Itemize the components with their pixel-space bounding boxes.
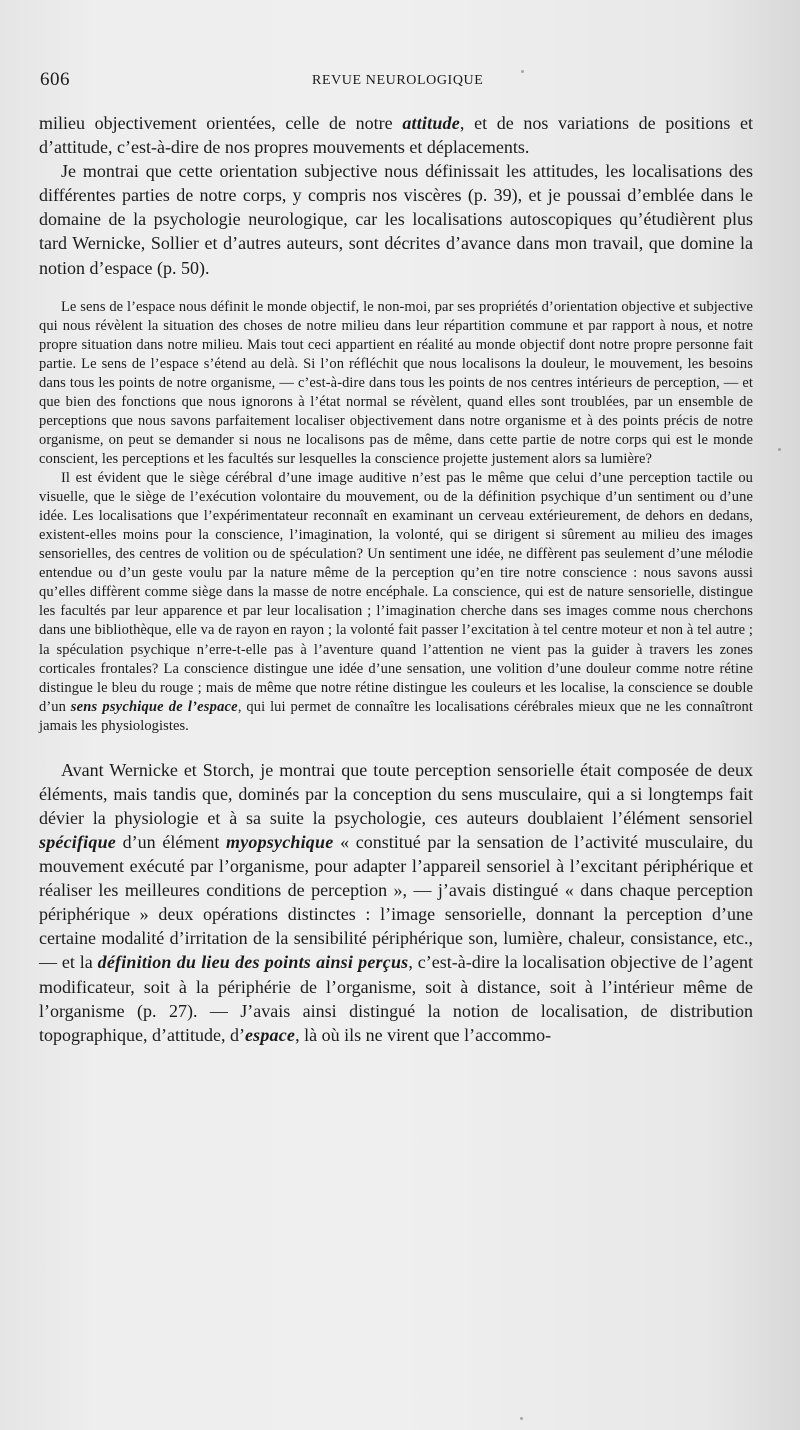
paragraph-1-text-a: milieu objectivement orientées, celle de notre: [39, 113, 403, 133]
page-header: [40, 69, 755, 93]
paragraph-5-text-c: d’un élément: [115, 832, 227, 853]
paragraph-5-text-a: Avant Wernicke et Storch, je montrai que toute perception sensorielle était composée de deux éléments, mais tandis que, dominés par la conception du sens musculaire, qui a si longtemps fait dévier la physiologie et à sa suite la psychologie, ces auteurs doublaient l’élément sensoriel: [39, 759, 753, 828]
paragraph-5: [39, 758, 753, 1047]
italic-term-attitude: attitude: [402, 113, 460, 133]
quoted-paragraph-3: Le sens de l’espace nous définit le monde objectif, le non-moi, par ses propriétés d’orientation objective et subjective qui nous révèlent la situation des choses de notre milieu dans leur répartition commune et par rapport à nous, et notre propre situation dans notre milieu. Mais tout ceci appartient en réalité au monde objectif dont notre propre personne fait partie. Le sens de l’espace s’étend au delà. Si l’on réfléchit que nous localisons la douleur, le mouvement, les besoins dans tous les points de notre organisme, — c’est-à-dire dans tous les points de nos centres intérieurs de perception, — et que bien des fonctions que nous ignorons à l’état normal se révèlent, quand elles sont troublées, par un ensemble de perceptions que nous savons parfaitement localiser objectivement dans notre organisme et à des points précis de notre organisme, on peut se demander si nous ne localisons pas de même, dans cette partie de notre corps qui est le monde conscient, les perceptions et les facultés sur lesquelles la conscience projette justement alors sa lumière?: [39, 298, 753, 468]
running-title: REVUE NEUROLOGIQUE: [312, 73, 484, 88]
paragraph-1-text-c: , et de nos variations de positions et d’attitude, c’est-à-dire de nos propres mouvements et déplacements.: [39, 113, 753, 158]
paragraph-4-text-a: Il est évident que le siège cérébral d’une image auditive n’est pas le même que celui d’une perception tactile ou visuelle, que le siège de l’exécution volontaire du mouvement, ou de la définition psychique d’un sentiment ou d’une idée. Les localisations que l’expérimentateur reconnaît en examinant un cerveau extérieurement, de dehors en dedans, existent-elles moins pour la conscience, l’imagination, la volonté, qui se dirigent si sûrement au milieu des images sensorielles, des centres de volition ou de spéculation? Un sentiment une idée, ne diffèrent pas seulement d’une mélodie entendue ou d’un geste voulu par la nature même de la perception qu’en tire notre conscience : nous savons aussi qu’elles diffèrent comme siège dans la masse de notre encéphale. La conscience, qui est de nature sensorielle, distingue les facultés par leur apparence et par leur localisation ; l’imagination cherche dans ses images comme nous cherchons dans une bibliothèque, elle va de rayon en rayon ; la volonté fait passer l’excitation à tel centre moteur et non à tel autre ; la spéculation psychique n’erre-t-elle pas à l’aventure quand l’attention ne vient pas la guider à travers les zones corticales frontales? La conscience distingue une idée d’une sensation, une volition d’une douleur comme notre rétine distingue le bleu du rouge ; mais de même que notre rétine distingue les couleurs et les localise, la conscience se double d’un: [39, 470, 753, 715]
print-speck: [778, 448, 781, 451]
paragraph-5-text-e: « constitué par la sensation de l’activité musculaire, du mouvement exécuté par l’organisme, pour adapter l’appareil sensoriel à l’excitant périphérique et réaliser les meilleures conditions de perception », — j’avais distingué « dans chaque perception périphérique » deux opérations distinctes : l’image sensorielle, donnant la perception d’une certaine modalité d’irritation de la sensibilité périphérique son, lumière, chaleur, consistance, etc., — et la: [39, 832, 753, 973]
paragraph-5-text-g: , c’est-à-dire la localisation objective de l’agent modificateur, soit à la périphérie de l’organisme, soit à distance, soit à l’intérieur même de l’organisme (p. 27). — J’avais ainsi distingué la notion de localisation, de distribution topographique, d’attitude, d’: [39, 952, 754, 1045]
italic-term-sens-psychique: sens psychique de l’espace: [70, 698, 238, 715]
page-body: [39, 111, 753, 1047]
paragraph-2: Je montrai que cette orientation subjective nous définissait les attitudes, les localisations des différentes parties de notre corps, y compris nos viscères (p. 39), et je poussai d’emblée dans le domaine de la psychologie neurologique, car les localisations autoscopiques qu’étudièrent plus tard Wernicke, Sollier et d’autres auteurs, sont décrites d’avance dans mon travail, que domine la notion d’espace (p. 50).: [39, 161, 753, 278]
italic-term-specifique: spécifique: [39, 832, 116, 853]
quoted-paragraph-4: [39, 469, 753, 736]
italic-term-espace: espace: [244, 1024, 296, 1045]
print-speck: [520, 1417, 523, 1420]
italic-term-definition-du-lieu: définition du lieu des points ainsi perçus: [97, 952, 409, 973]
print-speck: [521, 70, 524, 73]
page-number: 606: [40, 69, 70, 90]
italic-term-myopsychique: myopsychique: [226, 832, 334, 853]
paragraph-4-text-c: , qui lui permet de connaître les localisations cérébrales mieux que ne les connaîtront jamais les physiologistes.: [39, 698, 753, 734]
paragraph-continued: [39, 111, 753, 159]
paragraph-5-text-i: , là où ils ne virent que l’accommo-: [295, 1024, 552, 1045]
